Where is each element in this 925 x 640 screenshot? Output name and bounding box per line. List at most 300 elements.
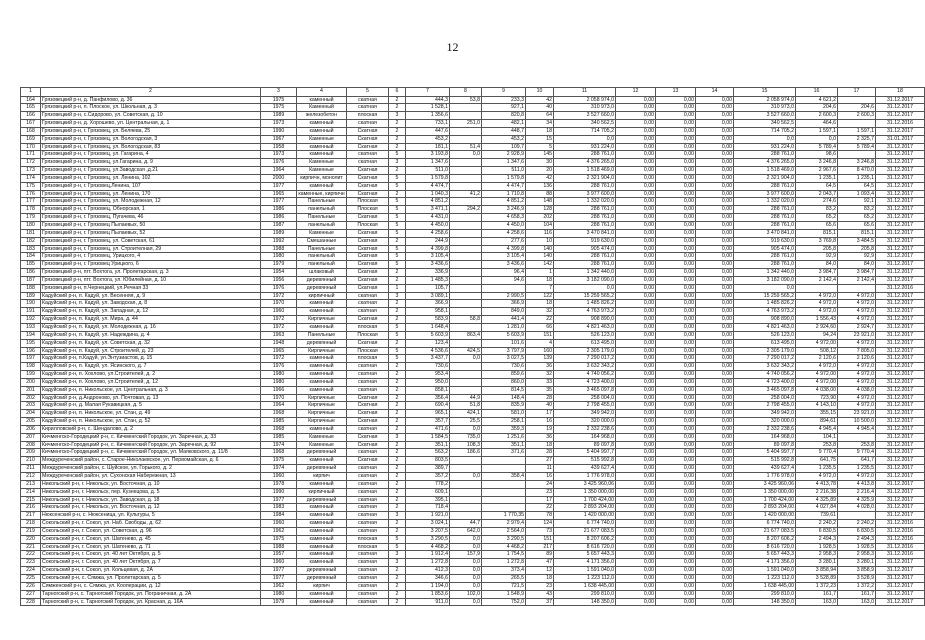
table-cell: 5 [389,253,406,261]
table-cell: каменный [297,480,347,488]
table-cell: Сокольский р-н, г. Сокол, ул. Наб. Свободы, д. 62 [41,520,261,528]
table-cell: 730,6 [406,363,450,371]
table-cell: 31.12.2017 [876,567,925,575]
table-cell: каменный [297,559,347,567]
table-cell: 4 474,7 [482,182,526,190]
table-cell: скатная [347,104,389,112]
table-cell: 3 977 600,0 [554,190,616,198]
table-cell: 0,00 [696,198,734,206]
table-cell: 31.12.2017 [876,112,925,120]
table-cell: 4 821 463,0 [734,323,796,331]
table-cell: 1977 [261,567,297,575]
table-cell: 1975 [261,535,297,543]
table-cell: 123,4 [406,339,450,347]
table-cell: 4 972,0 [838,402,876,410]
table-cell: 1 548,9 [482,590,526,598]
table-cell: 161,7 [796,590,838,598]
table-cell: 0,00 [696,441,734,449]
table-cell: 310 973,0 [734,104,796,112]
table-cell: 225 [21,574,41,582]
table-cell: 1965 [261,190,297,198]
table-cell: 4 972,00 [796,378,838,386]
table-cell: 0,00 [696,190,734,198]
table-cell: 92,9 [796,253,838,261]
table-cell: 0,00 [656,449,696,457]
table-cell: Плоская [347,222,389,230]
table-cell: 3 470 841,0 [734,229,796,237]
table-cell: Каменные [297,135,347,143]
table-cell: 2 [389,480,406,488]
table-cell: 28 [526,449,554,457]
table-cell: 2 321 904,0 [554,174,616,182]
table-cell: 0,00 [616,159,656,167]
table-cell: Кадуйский р-н, п. Никольское, ул. Стан, д. 49 [41,410,261,418]
table-cell: деревянный [297,284,347,292]
table-cell: 0,00 [656,520,696,528]
table-cell: 0,00 [656,253,696,261]
table-cell [450,504,482,512]
table-cell: 181,1 [406,143,450,151]
table-cell: 1988 [261,245,297,253]
table-cell: 31.12.2016 [876,520,925,528]
table-cell: 1 584,5 [406,433,450,441]
table-cell: Кадуйский р-н, п. Кадуй, ул. Ясинского, д. 7 [41,363,261,371]
table-cell: каменный [297,151,347,159]
table-cell: 83,2 [838,206,876,214]
table-cell [450,182,482,190]
table-cell: 3 528,9 [838,574,876,582]
table-cell: 160 [526,347,554,355]
table-cell: 0,00 [656,206,696,214]
table-cell: 116 [526,229,554,237]
table-cell: 148 350,0 [734,598,796,606]
table-cell: 0,00 [656,331,696,339]
table-cell: скатная [347,96,389,104]
table-cell: 0,00 [616,402,656,410]
table-cell: 233,3 [482,96,526,104]
table-cell: 412,3 [406,567,450,575]
table-cell: 221 [21,543,41,551]
table-cell [450,229,482,237]
table-cell: 815,1 [838,229,876,237]
table-cell: 0,00 [616,378,656,386]
table-cell: 3 437,7 [406,355,450,363]
table-cell: деревянный [297,465,347,473]
table-cell: 1 700 424,00 [554,496,616,504]
table-cell: 216 [21,504,41,512]
table-cell: 0,00 [656,182,696,190]
table-cell: 2 [389,590,406,598]
table-cell: 288 761,0 [554,261,616,269]
table-cell: 161,7 [838,590,876,598]
table-cell: 0,00 [616,229,656,237]
table-cell [796,284,838,292]
table-cell: 1 556,43 [796,316,838,324]
table-cell: 0,00 [616,222,656,230]
table-cell: 1 591 040,0 [554,567,616,575]
table-cell: плоская [347,323,389,331]
table-cell: 515 992,8 [734,457,796,465]
table-cell: 2 494,3 [838,535,876,543]
table-cell [450,269,482,277]
table-cell: 4 621,2 [796,96,838,104]
table-cell: 0,00 [616,112,656,120]
table-cell: 31.12.2017 [876,449,925,457]
table-cell [450,245,482,253]
table-cell: 0,00 [696,143,734,151]
table-cell: Сокольский р-н, г. Сокол, ул. Шатенево, д. 45 [41,535,261,543]
table-row [21,441,925,449]
table-cell: 1 235,1 [838,174,876,182]
table-cell: деревянный [297,276,347,284]
table-cell: 820,8 [482,112,526,120]
table-cell: 288 761,0 [734,214,796,222]
table-cell: 31.12.2017 [876,206,925,214]
table-cell: 3 436,6 [406,261,450,269]
table-cell: 0,00 [616,457,656,465]
table-row [21,253,925,261]
table-cell: 0,00 [696,355,734,363]
table-cell: кирпич [297,582,347,590]
table-cell: Сокольский р-н, г. Сокол, ул. Кольцевая, д. 2А [41,567,261,575]
table-cell: 207 [21,433,41,441]
table-cell: 0,00 [656,418,696,426]
table-cell: каменный [297,527,347,535]
table-cell: 1 597,1 [796,127,838,135]
table-cell: 2 332 238,6 [554,425,616,433]
table-row [21,473,925,481]
table-cell: Скатная [347,143,389,151]
table-cell: 1980 [261,253,297,261]
table-cell: 92,1 [838,198,876,206]
table-cell: 0,00 [616,559,656,567]
table-cell: каменный [297,323,347,331]
table-cell: скатная [347,151,389,159]
table-cell: 7 [526,284,554,292]
table-cell: 187 [21,276,41,284]
table-cell: Кадуйский р-н, п. Хохлово, ул.Строителей, д. 2 [41,371,261,379]
table-cell [450,104,482,112]
table-cell: 4 038,0 [838,386,876,394]
table-cell: 0,0 [734,135,796,143]
table-cell: 1960 [261,559,297,567]
table-row [21,590,925,598]
table-cell: 1958 [261,143,297,151]
table-cell: 31.12.2017 [876,222,925,230]
table-cell: Междуреченский район, с. Старое-Николаевское, ул. Первомайская, д. 6 [41,457,261,465]
table-cell: 2 [389,488,406,496]
table-cell: 2 332 238,6 [734,425,796,433]
column-number: 9 [482,88,526,97]
table-cell: 6 830,5 [838,527,876,535]
table-cell: 3 [389,551,406,559]
table-cell: 2 [389,143,406,151]
table-cell: 1 921,0 [406,512,450,520]
table-cell: 0,00 [696,104,734,112]
table-cell: 4 972,0 [796,473,838,481]
table-cell: 3 182 090,0 [554,276,616,284]
table-cell: 0,00 [616,488,656,496]
table-row [21,245,925,253]
table-cell: 0,00 [616,190,656,198]
table-cell: 2 [389,308,406,316]
table-cell: 4 723 400,0 [734,378,796,386]
table-cell: 208 [21,441,41,449]
table-cell: Сокольский р-н, с. Сямжа, ул. Пролетарская, д. 5 [41,574,261,582]
table-row [21,316,925,324]
table-cell: 0,00 [656,410,696,418]
column-number: 14 [696,88,734,97]
table-cell: 0,00 [616,590,656,598]
table-cell: 31.12.2017 [876,214,925,222]
table-cell: 0,00 [656,363,696,371]
table-cell: Грязовецкий р-н, п. Плоское, ул. Школьная, д. 3 [41,104,261,112]
table-cell: 31.12.2017 [876,559,925,567]
table-cell: 31.12.2016 [876,527,925,535]
table-cell: 613 495,0 [554,339,616,347]
table-cell: 64 [526,112,554,120]
table-cell [482,457,526,465]
table-cell: 219 [21,527,41,535]
table-cell: 0,00 [616,527,656,535]
table-cell: 721,5 [482,582,526,590]
table-cell: 0,00 [656,504,696,512]
table-cell: 15 259 565,2 [554,292,616,300]
table-cell: 4 413,8 [838,480,876,488]
table-cell: 1968 [261,410,297,418]
table-cell: Грязовецкий р-н, г. Грязовец, Урицкого, 4 [41,253,261,261]
table-row [21,182,925,190]
table-cell: 1954 [261,269,297,277]
table-cell: 5 [389,151,406,159]
table-cell: 31.12.2016 [876,535,925,543]
table-cell: 1962 [261,527,297,535]
table-cell: 89 097,8 [734,441,796,449]
table-cell: Грязовецкий р-н, г. Грязовец, Пугачева, 46 [41,214,261,222]
table-cell: 4 821 463,0 [554,323,616,331]
table-cell: 173 [21,167,41,175]
table-cell: панельный [297,206,347,214]
table-cell: 0,00 [656,269,696,277]
table-cell: 258 004,0 [554,394,616,402]
table-cell: каменный [297,457,347,465]
table-cell: 3 797,9 [482,347,526,355]
table-cell: Сокольский р-н, г. Сокол, ул. Советская, д. 96 [41,527,261,535]
table-cell: 0,00 [616,410,656,418]
table-cell: 18 [526,300,554,308]
table-cell: 213 [21,480,41,488]
table-cell: 1 194,0 [406,582,450,590]
table-cell: 31.12.2017 [876,394,925,402]
table-cell: 0,00 [616,363,656,371]
table-cell: Скатная [347,457,389,465]
table-cell: 5 657 443,3 [554,551,616,559]
table-cell: 3 465 097,8 [554,386,616,394]
table-cell: 58,8 [450,316,482,324]
table-cell: 157,9 [450,551,482,559]
table-cell: 2 058 974,0 [554,96,616,104]
table-cell: 18 [526,441,554,449]
table-cell: 0,00 [656,316,696,324]
table-cell: скатная [347,520,389,528]
table-cell: 2 [389,316,406,324]
table-cell: 0,00 [696,402,734,410]
table-cell: плоская [347,355,389,363]
table-cell: 482,1 [482,120,526,128]
table-cell: 288 761,0 [554,222,616,230]
table-cell: 163,0 [796,598,838,606]
table-cell: 88 [526,190,554,198]
table-cell: 0,00 [616,182,656,190]
table-cell: 0,00 [616,386,656,394]
table-cell: 0,00 [656,441,696,449]
table-cell: 191 [21,308,41,316]
table-cell: 714 705,2 [554,127,616,135]
table-cell: 197 [21,355,41,363]
table-cell: 2 [389,386,406,394]
table-cell: 31.12.2016 [876,551,925,559]
table-cell: 2 893 204,00 [554,504,616,512]
table-cell: 0,00 [656,167,696,175]
table-cell: 1977 [261,496,297,504]
table-cell: 4 413,78 [796,480,838,488]
table-cell: Кадуйский р-н, п. Никольское, ул. Стан, д. 52 [41,418,261,426]
table-cell: 217 [21,512,41,520]
table-cell: 4 972,00 [796,339,838,347]
table-cell: 0,00 [616,151,656,159]
table-cell: 0,00 [616,292,656,300]
table-cell: 5 [526,143,554,151]
table-cell: Скатная [347,261,389,269]
table-cell: 3 024,1 [406,520,450,528]
table-cell: 424,5 [450,347,482,355]
table-cell: 5 603,9 [482,331,526,339]
table-cell: 0,00 [696,261,734,269]
table-cell: 3 [389,559,406,567]
table-cell: 4 450,0 [482,222,526,230]
table-cell: скатная [347,590,389,598]
table-cell: 4 972,0 [838,378,876,386]
table-cell [482,488,526,496]
table-cell: 3 858,94 [796,567,838,575]
table-cell: 511,0 [406,167,450,175]
table-cell: 395,1 [406,496,450,504]
table-cell: 2 240,2 [796,520,838,528]
table-cell: 2 [389,496,406,504]
table-cell: 1964 [261,167,297,175]
table-cell: 1980 [261,590,297,598]
table-cell: 357,2 [406,473,450,481]
table-cell: 0,0 [554,284,616,292]
table-cell: 2 [389,598,406,606]
table-cell: скатная [347,300,389,308]
table-cell: 31.12.2017 [876,190,925,198]
table-cell: 1 648,4 [406,323,450,331]
table-cell: 64,5 [838,182,876,190]
table-cell: 288 761,0 [734,206,796,214]
table-cell: 94,6 [482,276,526,284]
table-cell: 1 518 469,0 [734,167,796,175]
table-cell: 0,00 [656,598,696,606]
table-cell: 346,6 [406,574,450,582]
table-cell: 2 [389,457,406,465]
table-cell: 2 [389,300,406,308]
table-cell: 2 990,5 [482,292,526,300]
table-cell: 8 470,0 [838,167,876,175]
table-cell: 30 [526,159,554,167]
table-cell: 778,2 [406,480,450,488]
table-cell: 31.12.2017 [876,355,925,363]
table-cell: 0,00 [656,198,696,206]
table-cell: 0,00 [696,425,734,433]
table-cell: 209 [21,449,41,457]
table-cell: 0,0 [450,535,482,543]
table-cell: 860,0 [482,378,526,386]
table-cell: плоская [347,535,389,543]
table-cell: 0,00 [656,300,696,308]
table-row [21,465,925,473]
table-cell: 31.12.2017 [876,96,925,104]
table-cell: 31.12.2017 [876,182,925,190]
table-cell: 3 246,9 [482,206,526,214]
table-cell: 1976 [261,159,297,167]
table-cell: 168 [21,127,41,135]
table-cell: 3 425 960,06 [734,480,796,488]
table-cell: Кирпичные [297,410,347,418]
table-cell: 0,00 [696,253,734,261]
table-cell: деревянный [297,339,347,347]
table-cell: 2 [389,378,406,386]
table-cell: 35 [526,386,554,394]
table-cell: 2 [389,363,406,371]
table-row [21,339,925,347]
table-cell: Грязовецкий р-н, г. Грязовец, ул. Вологодская, 3 [41,135,261,143]
table-cell: 349 942,0 [734,410,796,418]
table-cell: 2 958,3 [796,551,838,559]
table-cell: Кадуйский р-н, п. Кадуй, ул. Молодежная, д. 16 [41,323,261,331]
table-cell: плоская [347,112,389,120]
table-cell: 4 945,4 [838,425,876,433]
table-cell: 2000 [261,174,297,182]
table-cell: 5 [389,214,406,222]
table-cell: 609,1 [406,488,450,496]
table-cell: 31.12.2017 [876,245,925,253]
table-cell: 0,00 [696,331,734,339]
table-row [21,151,925,159]
table-cell: 4 474,7 [406,182,450,190]
table-cell: 181 [21,229,41,237]
table-cell: 0,00 [616,120,656,128]
table-cell: 0,00 [616,127,656,135]
table-cell: Скатная [347,174,389,182]
table-cell: 1 040,3 [406,190,450,198]
table-cell: 3 [389,112,406,120]
table-cell: 0,00 [696,378,734,386]
table-cell: 0,00 [616,206,656,214]
table-cell: 739,61 [796,512,838,520]
table-cell: Плоская [347,331,389,339]
table-cell: 0,00 [656,143,696,151]
table-cell: 3 470 841,0 [554,229,616,237]
table-cell: 193 [21,323,41,331]
table-cell: 3 290,5 [406,535,450,543]
table-cell: кирпич [297,473,347,481]
table-cell: 905 474,0 [554,245,616,253]
table-cell: 1960 [261,520,297,528]
table-cell: 73 [526,527,554,535]
table-cell: 1 420 000,00 [734,512,796,520]
table-cell: 5 [389,174,406,182]
